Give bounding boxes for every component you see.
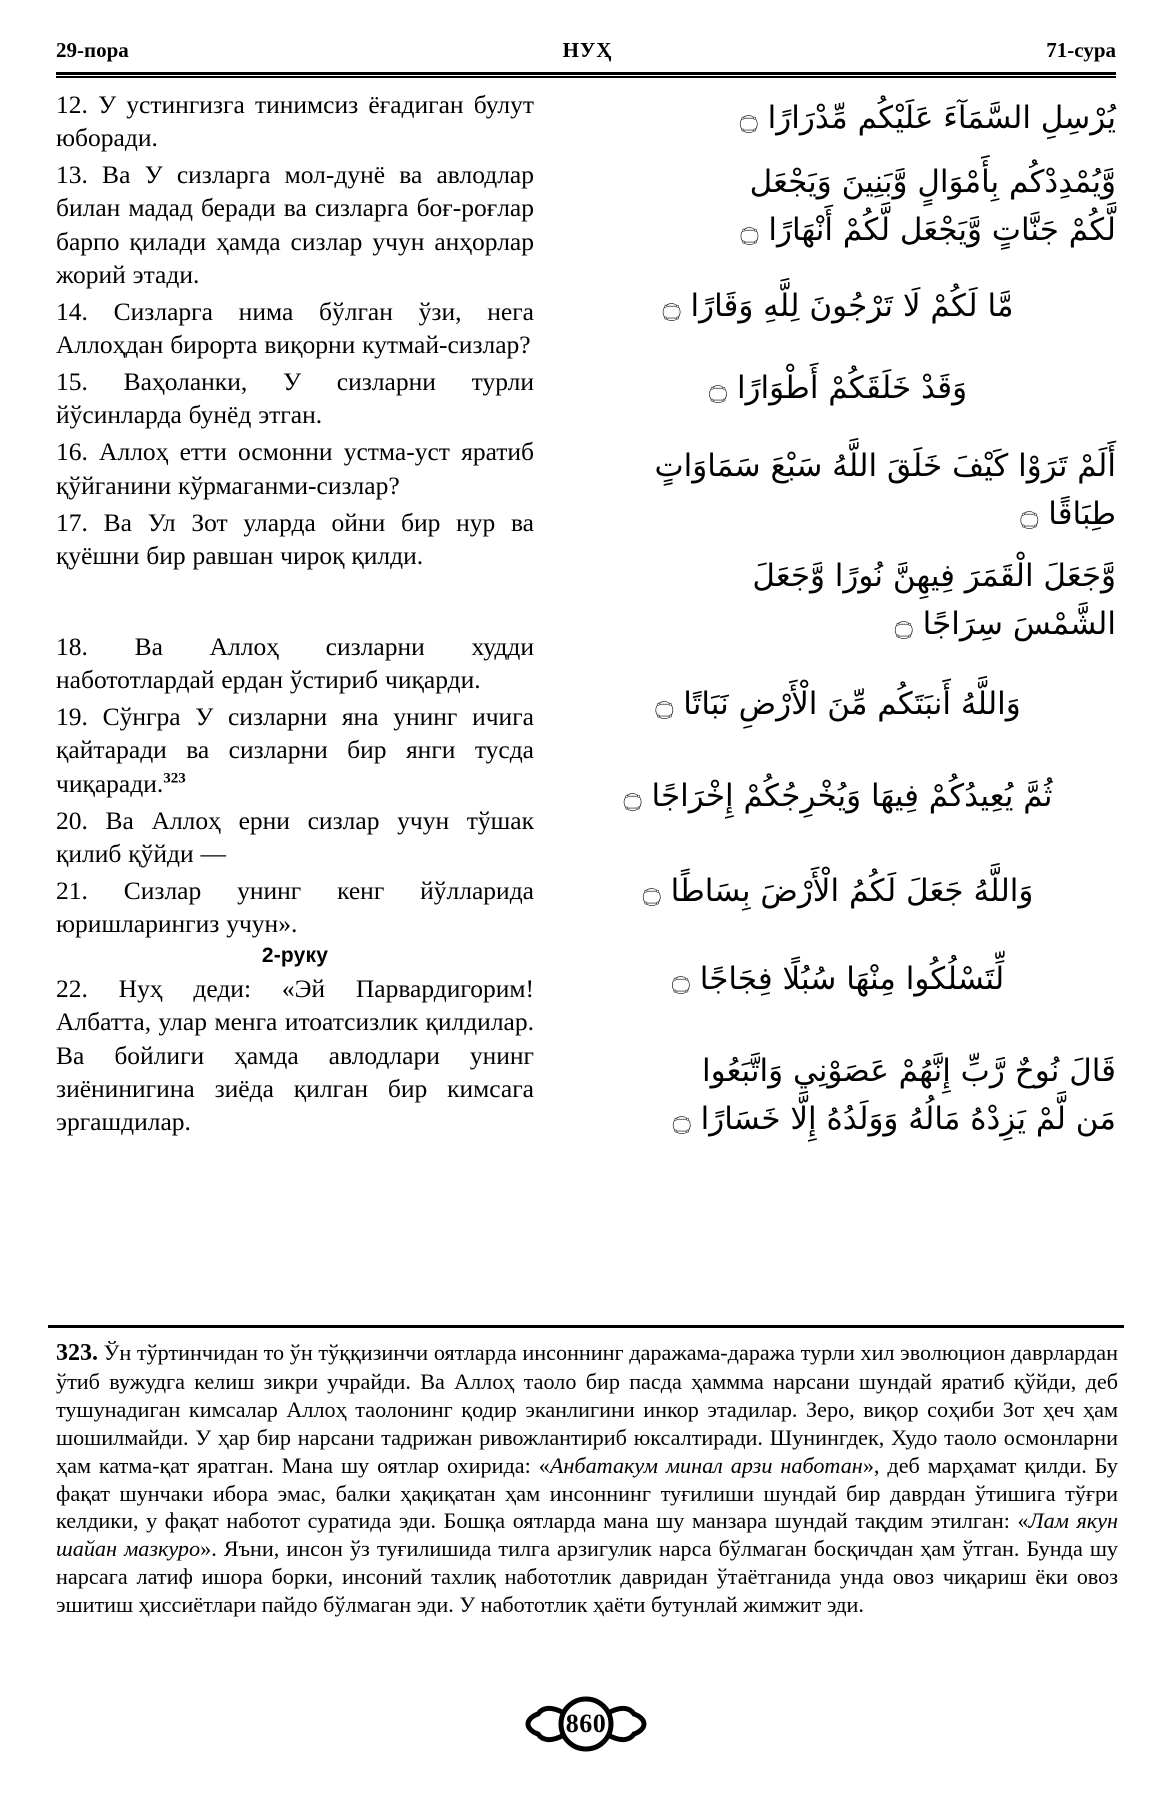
ayah-13 <box>560 158 1116 254</box>
verse-18 <box>56 630 534 696</box>
verse-12 <box>56 88 534 154</box>
running-header <box>56 38 1116 63</box>
verse-19-text: 19. Сўнгра У сизларни яна унинг ичига қайтаради ва сизларни бир янги тусда чиқаради. <box>56 702 534 798</box>
ayah-13-line-2: لَّكُمْ جَنَّاتٍ وَّيَجْعَل لَّكُمْ أَنْهَارًا ۝ <box>740 212 1116 249</box>
ayah-12-line-1: يُرْسِلِ السَّمَآءَ عَلَيْكُم مِّدْرَارًا ۝ <box>739 100 1116 136</box>
ayah-17 <box>560 552 1116 648</box>
header-divider-rule <box>56 72 1116 78</box>
ayah-21 <box>560 955 1116 1003</box>
header-juz-label: 29-пора <box>56 38 129 62</box>
verse-22 <box>56 972 534 1138</box>
page-number: 860 <box>565 1708 607 1738</box>
ayah-16 <box>560 442 1116 538</box>
footnote-part-1: Ўн тўртинчидан то ўн тўққизинчи оятларда инсоннинг даражама-даража турли хил эволюцион даврлардан ўтиб вужудга келиш зикри учрайди. Ва Аллоҳ таоло бир пасда ҳаммма нарсани шундай яратиб қўйди, деб тушунадиган кимсалар Аллоҳ таолонинг қодир эканлигини инкор этадилар. Зеро, виқор соҳиби Зот ҳеч ҳам шошилмайди. У ҳар бир нарсани тадрижан ривожлантириб юксалтиради. Шунингдек, Худо таоло осмонларни ҳам катма-қат яратган. Мана шу оятлар охирида: « <box>56 1340 1118 1478</box>
header-surah-label: 71-сура <box>1046 38 1116 62</box>
arabic-column <box>560 88 1116 1149</box>
footnote-323 <box>56 1338 1118 1619</box>
ayah-16-line-1: أَلَمْ تَرَوْا كَيْفَ خَلَقَ اللَّهُ سَبْعَ سَمَاوَاتٍ <box>654 448 1116 485</box>
footnote-divider-rule <box>48 1325 1124 1328</box>
ruku-marker: 2-руку <box>261 944 329 968</box>
ayah-19 <box>560 772 1116 820</box>
verse-13-text: 13. Ва У сизларга мол-дунё ва авлодлар билан мадад беради ва сизларга боғ-роғлар барпо қилади ҳамда сизлар учун анҳорлар жорий этади. <box>56 160 534 289</box>
ayah-18-line-1: وَاللَّهُ أَنبَتَكُم مِّنَ الْأَرْضِ نَبَاتًا ۝ <box>655 686 1021 723</box>
verse-21 <box>56 874 534 940</box>
folio-cartouche <box>502 1694 670 1754</box>
ayah-14 <box>560 282 1116 330</box>
ayah-21-line-1: لِّتَسْلُكُوا مِنْهَا سُبُلًا فِجَاجًا ۝ <box>671 960 1005 997</box>
ayah-20-line-1: وَاللَّهُ جَعَلَ لَكُمُ الْأَرْضَ بِسَاطًا ۝ <box>642 872 1034 909</box>
verse-20 <box>56 804 534 870</box>
ayah-14-line-1: مَّا لَكُمْ لَا تَرْجُونَ لِلَّهِ وَقَارًا ۝ <box>662 288 1014 325</box>
footnote-part-3: ». Яъни, инсон ўз туғилишида тилга арзигулик нарса бўлмаган босқичдан ҳам ўтган. Бунда шу нарсага латиф ишора борки, инсоний тахлиқ набототлик давридан ўтаётганида унда овоз чиқариш ёки овоз эшитиш ҳиссиётлари пайдо бўлмаган эди. У набототлик ҳаёти бутунлай жимжит эди. <box>56 1536 1118 1617</box>
page-title: НУҲ <box>562 38 613 62</box>
ayah-22-line-2: مَن لَّمْ يَزِدْهُ مَالُهُ وَوَلَدُهُ إِلَّا خَسَارًا ۝ <box>672 1100 1116 1137</box>
verse-19 <box>56 700 534 799</box>
ayah-17-line-2: الشَّمْسَ سِرَاجًا ۝ <box>894 606 1116 643</box>
ayah-19-line-1: ثُمَّ يُعِيدُكُمْ فِيهَا وَيُخْرِجُكُمْ إِخْرَاجًا ۝ <box>623 778 1053 815</box>
footnote-quote-1: Анбатакум минал арзи наботан <box>549 1452 863 1478</box>
ayah-13-line-1: وَّيُمْدِدْكُم بِأَمْوَالٍ وَّبَنِينَ وَيَجْعَل <box>749 164 1116 201</box>
verse-14-text: 14. Сизларга нима бўлган ўзи, нега Аллоҳдан бирорта виқорни кутмай-сизлар? <box>56 296 534 359</box>
ayah-15-line-1: وَقَدْ خَلَقَكُمْ أَطْوَارًا ۝ <box>708 370 968 407</box>
verse-16 <box>56 435 534 501</box>
verse-15 <box>56 365 534 431</box>
ayah-16-line-2: طِبَاقًا ۝ <box>1020 496 1116 533</box>
verse-13 <box>56 158 534 291</box>
footnote-reference-323[interactable]: 323 <box>163 770 186 787</box>
folio <box>0 1694 1172 1754</box>
footnote-quote-2: Лам якун шайан мазкуро <box>56 1508 1118 1562</box>
ayah-18 <box>560 680 1116 728</box>
verse-21-text: 21. Сизлар унинг кенг йўлларида юришларингиз учун». <box>56 875 534 939</box>
ayah-15 <box>560 364 1116 412</box>
verse-22-text: 22. Нуҳ деди: «Эй Парвардигорим! Албатта, улар менга итоатсизлик қилдилар. Ва бойлиги ҳамда авлодлари унинг зиёнинигина зиёда қилган бир кимсага эргашдилар. <box>56 974 534 1136</box>
verse-18-text: 18. Ва Аллоҳ сизларни худди набототлардай ердан ўстириб чиқарди. <box>56 631 534 695</box>
verse-15-text: 15. Ваҳоланки, У сизларни турли йўсинларда бунёд этган. <box>56 367 534 430</box>
verse-17-text: 17. Ва Ул Зот уларда ойни бир нур ва қуёшни бир равшан чироқ қилди. <box>56 507 534 570</box>
ayah-20 <box>560 867 1116 915</box>
verse-16-text: 16. Аллоҳ етти осмонни устма-уст яратиб қўйганини кўрмаганми-сизлар? <box>56 437 534 500</box>
verse-20-text: 20. Ва Аллоҳ ерни сизлар учун тўшак қилиб қўйди — <box>56 805 534 868</box>
ayah-22 <box>560 1047 1116 1143</box>
translation-column <box>56 88 534 1142</box>
ayah-22-line-1: قَالَ نُوحٌ رَّبِّ إِنَّهُمْ عَصَوْنِي وَاتَّبَعُوا <box>701 1052 1116 1089</box>
verse-14 <box>56 295 534 361</box>
verse-17 <box>56 506 534 572</box>
footnote-number: 323. <box>56 1340 98 1366</box>
ayah-12 <box>560 94 1116 142</box>
footnote-part-2: », деб марҳамат қилди. Бу фақат шунчаки ибора эмас, балки ҳақиқатан ҳам инсоннинг туғилиши шундай бир даврдан ўтишига тўғри келдики, у фақат наботот суратида эди. Бошқа оятларда мана шу манзара шундай тақдим этилган: « <box>56 1452 1118 1534</box>
ayah-17-line-1: وَّجَعَلَ الْقَمَرَ فِيهِنَّ نُورًا وَّجَعَلَ <box>752 558 1116 595</box>
verse-12-text: 12. У устингизга тинимсиз ёғадиган булут юборади. <box>56 90 534 153</box>
